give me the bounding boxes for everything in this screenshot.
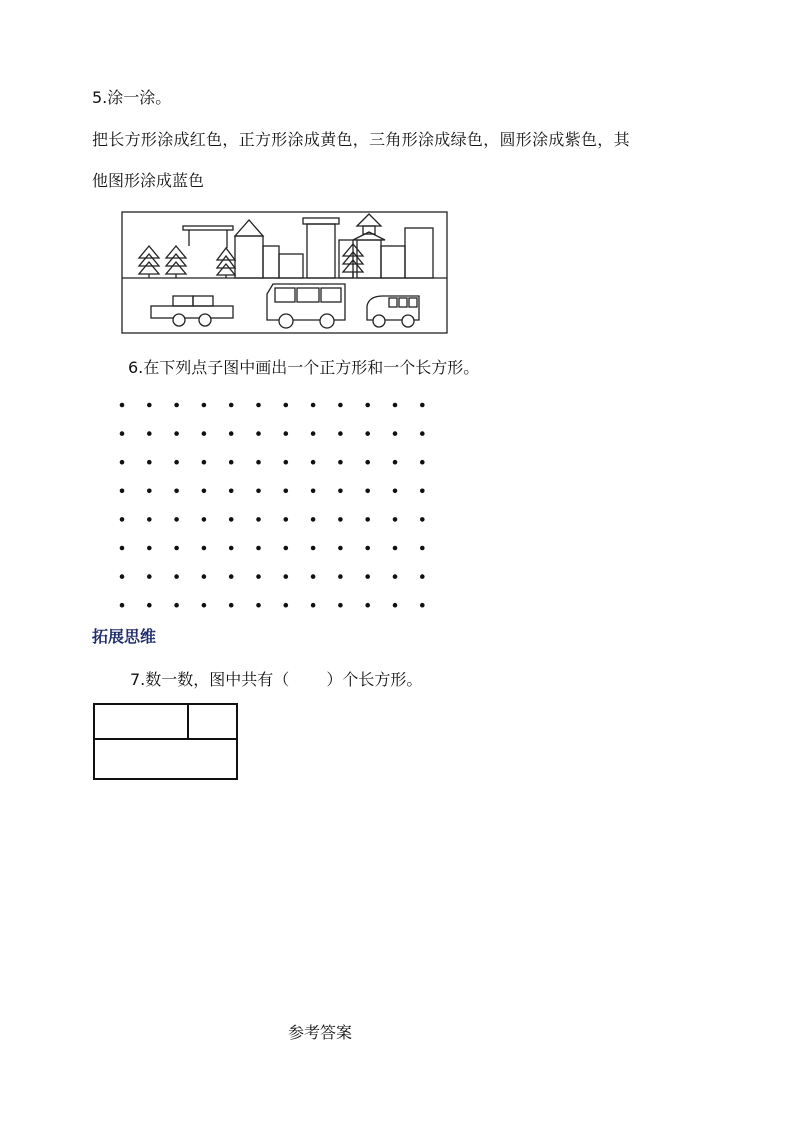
question-5-title: 5.涂一涂。: [92, 88, 172, 107]
grid-dot[interactable]: [120, 403, 125, 408]
grid-dot[interactable]: [284, 431, 289, 436]
grid-dot[interactable]: [338, 460, 343, 465]
grid-dot[interactable]: [365, 603, 370, 608]
grid-dot[interactable]: [393, 489, 398, 494]
building-icon: [303, 218, 339, 278]
grid-dot[interactable]: [311, 489, 316, 494]
grid-dot[interactable]: [338, 431, 343, 436]
bus-icon: [267, 284, 345, 328]
grid-dot[interactable]: [229, 460, 234, 465]
tree-icon: [166, 246, 186, 278]
grid-dot[interactable]: [202, 489, 207, 494]
grid-dot[interactable]: [311, 517, 316, 522]
grid-dot[interactable]: [365, 431, 370, 436]
grid-dot[interactable]: [393, 431, 398, 436]
grid-dot[interactable]: [174, 517, 179, 522]
grid-dot[interactable]: [256, 603, 261, 608]
building-icon: [183, 226, 233, 248]
grid-dot[interactable]: [120, 546, 125, 551]
grid-dot[interactable]: [229, 603, 234, 608]
grid-dot[interactable]: [365, 460, 370, 465]
grid-dot[interactable]: [174, 574, 179, 579]
grid-dot[interactable]: [229, 431, 234, 436]
grid-dot[interactable]: [174, 546, 179, 551]
question-5-instruction-line-2: 他图形涂成蓝色: [92, 171, 205, 190]
grid-dot[interactable]: [420, 517, 425, 522]
grid-dot[interactable]: [393, 403, 398, 408]
dot-grid[interactable]: [112, 395, 432, 615]
grid-dot[interactable]: [393, 517, 398, 522]
grid-dot[interactable]: [393, 574, 398, 579]
grid-dot[interactable]: [284, 517, 289, 522]
grid-dot[interactable]: [365, 574, 370, 579]
grid-dot[interactable]: [147, 403, 152, 408]
building-icon: [353, 214, 385, 278]
grid-dot[interactable]: [420, 603, 425, 608]
rectangle-count-figure: [92, 702, 242, 782]
section-title: 拓展思维: [92, 627, 157, 646]
grid-dot[interactable]: [365, 546, 370, 551]
grid-dot[interactable]: [120, 517, 125, 522]
grid-dot[interactable]: [229, 546, 234, 551]
grid-dot[interactable]: [229, 574, 234, 579]
grid-dot[interactable]: [393, 546, 398, 551]
question-6-title: 6.在下列点子图中画出一个正方形和一个长方形。: [128, 358, 480, 377]
grid-dot[interactable]: [256, 517, 261, 522]
grid-dot[interactable]: [338, 403, 343, 408]
grid-dot[interactable]: [256, 489, 261, 494]
grid-dot[interactable]: [147, 603, 152, 608]
grid-dot[interactable]: [147, 460, 152, 465]
grid-dot[interactable]: [120, 603, 125, 608]
grid-dot[interactable]: [311, 403, 316, 408]
grid-dot[interactable]: [256, 546, 261, 551]
grid-dot[interactable]: [284, 489, 289, 494]
grid-dot[interactable]: [202, 460, 207, 465]
coloring-scene: [121, 210, 449, 335]
grid-dot[interactable]: [284, 603, 289, 608]
grid-dot[interactable]: [420, 431, 425, 436]
grid-dot[interactable]: [338, 546, 343, 551]
grid-dot[interactable]: [147, 517, 152, 522]
grid-dot[interactable]: [311, 431, 316, 436]
grid-dot[interactable]: [147, 489, 152, 494]
grid-dot[interactable]: [311, 603, 316, 608]
grid-dot[interactable]: [229, 403, 234, 408]
grid-dot[interactable]: [284, 403, 289, 408]
grid-dot[interactable]: [338, 574, 343, 579]
grid-dot[interactable]: [174, 403, 179, 408]
grid-dot[interactable]: [420, 403, 425, 408]
grid-dot[interactable]: [311, 460, 316, 465]
grid-dot[interactable]: [311, 546, 316, 551]
grid-dot[interactable]: [284, 574, 289, 579]
grid-dot[interactable]: [365, 517, 370, 522]
tree-icon: [217, 248, 235, 278]
grid-dot[interactable]: [147, 431, 152, 436]
grid-dot[interactable]: [174, 460, 179, 465]
grid-dot[interactable]: [147, 546, 152, 551]
grid-dot[interactable]: [284, 460, 289, 465]
building-icon: [405, 228, 433, 278]
building-icon: [263, 246, 279, 278]
building-icon: [381, 246, 405, 278]
grid-dot[interactable]: [365, 403, 370, 408]
grid-dot[interactable]: [202, 603, 207, 608]
grid-dot[interactable]: [174, 603, 179, 608]
building-icon: [279, 254, 303, 278]
building-icon: [235, 220, 263, 278]
grid-dot[interactable]: [202, 546, 207, 551]
grid-dot[interactable]: [174, 489, 179, 494]
grid-dot[interactable]: [393, 603, 398, 608]
tree-icon: [139, 246, 159, 278]
grid-dot[interactable]: [120, 431, 125, 436]
question-5-instruction-line-1: 把长方形涂成红色，正方形涂成黄色，三角形涂成绿色，圆形涂成紫色，其: [92, 130, 630, 149]
grid-dot[interactable]: [338, 603, 343, 608]
grid-dot[interactable]: [365, 489, 370, 494]
grid-dot[interactable]: [174, 431, 179, 436]
car-icon: [151, 296, 233, 326]
answer-heading: 参考答案: [288, 1023, 353, 1042]
grid-dot[interactable]: [420, 460, 425, 465]
grid-dot[interactable]: [202, 574, 207, 579]
grid-dot[interactable]: [147, 574, 152, 579]
question-7-title: 7.数一数，图中共有（ ）个长方形。: [130, 670, 423, 689]
grid-dot[interactable]: [120, 574, 125, 579]
grid-dot[interactable]: [393, 460, 398, 465]
grid-dot[interactable]: [229, 489, 234, 494]
grid-dot[interactable]: [420, 546, 425, 551]
grid-dot[interactable]: [256, 403, 261, 408]
grid-dot[interactable]: [202, 517, 207, 522]
van-icon: [367, 296, 419, 327]
grid-dot[interactable]: [420, 574, 425, 579]
grid-dot[interactable]: [256, 574, 261, 579]
grid-dot[interactable]: [256, 431, 261, 436]
grid-dot[interactable]: [311, 574, 316, 579]
grid-dot[interactable]: [338, 517, 343, 522]
grid-dot[interactable]: [256, 460, 261, 465]
grid-dot[interactable]: [202, 431, 207, 436]
grid-dot[interactable]: [202, 403, 207, 408]
grid-dot[interactable]: [284, 546, 289, 551]
grid-dot[interactable]: [420, 489, 425, 494]
grid-dot[interactable]: [338, 489, 343, 494]
grid-dot[interactable]: [120, 460, 125, 465]
grid-dot[interactable]: [120, 489, 125, 494]
grid-dot[interactable]: [229, 517, 234, 522]
